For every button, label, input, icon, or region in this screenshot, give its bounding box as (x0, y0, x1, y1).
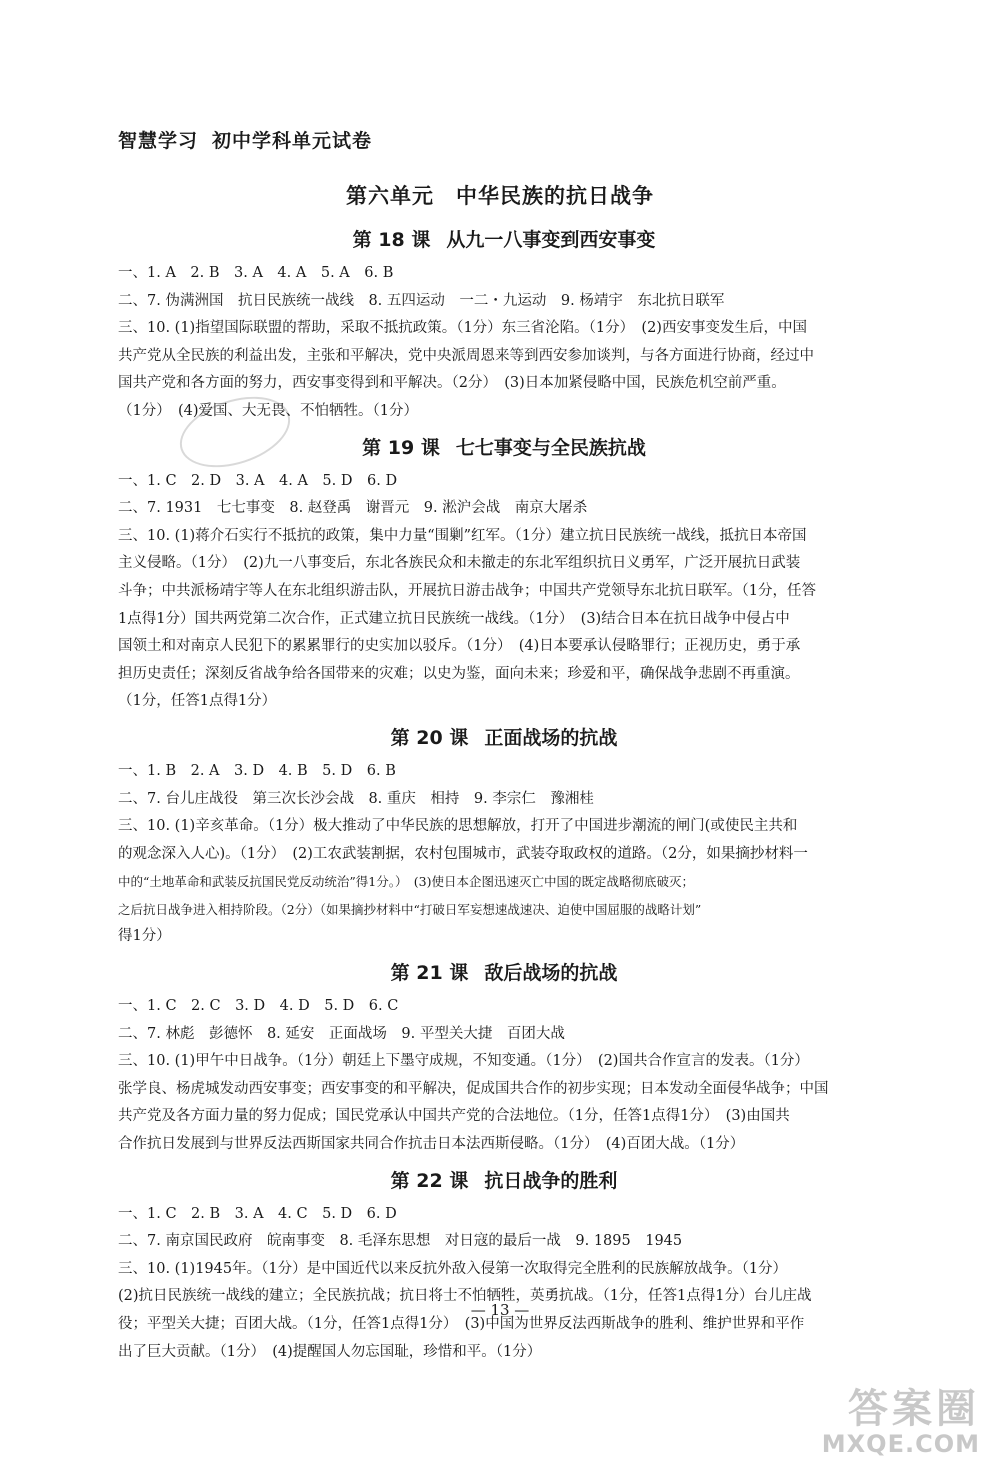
lesson-name: 抗日战争的胜利 (484, 1169, 618, 1192)
lesson-name: 敌后战场的抗战 (484, 962, 618, 985)
header-subtitle: 初中学科单元试卷 (212, 130, 373, 152)
answer-line: 主义侵略。（1分） (2)九一八事变后，东北各族民众和未撤走的东北军组织抗日义勇军，广泛开展抗日武装 (118, 555, 801, 572)
lesson-name: 正面战场的抗战 (484, 726, 618, 749)
answer-content (118, 226, 890, 1374)
answer-line: 中的“土地革命和武装反抗国民党反动统治”得1分。） (3)使日本企图迅速灭亡中国的既定战略彻底破灭； (118, 874, 694, 890)
answer-line: 张学良、杨虎城发动西安事变；西安事变的和平解决，促成国共合作的初步实现；日本发动全面侵华战争；中国 (118, 1080, 829, 1097)
lesson-number: 第 19 课 (362, 436, 440, 459)
lesson-title (118, 959, 890, 987)
watermark-text: 答案圈 (848, 1385, 980, 1432)
header-series: 智慧学习 (118, 130, 199, 152)
lesson-21 (118, 959, 890, 1159)
answer-line: 一、1. C 2. D 3. A 4. A 5. D 6. D (118, 472, 398, 489)
lesson-number: 第 18 课 (352, 229, 431, 251)
answer-line: 三、10. (1)指望国际联盟的帮助，采取不抵抗政策。（1分）东三省沦陷。（1分） (2)西安事变发生后，中国 (118, 320, 807, 337)
answer-line: 国领土和对南京人民犯下的累累罪行的史实加以驳斥。（1分） (4)日本要承认侵略罪行；正视历史，勇于承 (118, 638, 801, 655)
answer-line: 二、7. 台儿庄战役 第三次长沙会战 8. 重庆 相持 9. 李宗仁 豫湘桂 (118, 790, 594, 807)
watermark-url: MXQE.COM (821, 1429, 980, 1458)
answer-line: 合作抗日发展到与世界反法西斯国家共同合作抗击日本法西斯侵略。（1分） (4)百团大战。（1分） (118, 1136, 745, 1153)
answer-line: 之后抗日战争进入相持阶段。（2分）（如果摘抄材料中“打破日军妄想速战速决、迫使中国屈服的战略计划” (118, 901, 702, 917)
unit-title: 第六单元 中华民族的抗日战争 (346, 184, 654, 208)
lesson-title (118, 724, 890, 752)
lesson-19 (118, 434, 890, 716)
answer-line: 出了巨大贡献。（1分） (4)提醒国人勿忘国耻，珍惜和平。（1分） (118, 1343, 542, 1360)
lesson-number: 第 22 课 (390, 1169, 469, 1192)
answer-line: (2)抗日民族统一战线的建立；全民族抗战；抗日将士不怕牺牲，英勇抗战。（1分，任答1点得1分）台儿庄战 (118, 1288, 812, 1305)
answer-line: 二、7. 林彪 彭德怀 8. 延安 正面战场 9. 平型关大捷 百团大战 (118, 1025, 565, 1042)
answer-line: 的观念深入人心)。（1分） (2)工农武装割据，农村包围城市，武装夺取政权的道路。（2分，如果摘抄材料一 (118, 845, 808, 862)
answer-line: 共产党从全民族的利益出发，主张和平解决，党中央派周恩来等到西安参加谈判，与各方面进行协商，经过中 (118, 347, 814, 364)
answer-line: 二、7. 1931 七七事变 8. 赵登禹 谢晋元 9. 淞沪会战 南京大屠杀 (118, 500, 588, 517)
answer-line: 三、10. (1)1945年。（1分）是中国近代以来反抗外敌入侵第一次取得完全胜利的民族解放战争。（1分） (118, 1260, 788, 1277)
lesson-title (118, 1167, 890, 1195)
answer-line: 一、1. A 2. B 3. A 4. A 5. A 6. B (118, 265, 394, 281)
watermark-logo (822, 1387, 980, 1457)
answer-line: 国共产党和各方面的努力，西安事变得到和平解决。（2分） (3)日本加紧侵略中国，民族危机空前严重。 (118, 375, 786, 392)
lesson-name: 从九一八事变到西安事变 (446, 229, 656, 251)
answer-line: 得1分） (118, 928, 171, 945)
answer-line: 役；平型关大捷；百团大战。（1分，任答1点得1分） (3)中国为世界反法西斯战争的胜利、维护世界和平作 (118, 1316, 805, 1332)
answer-line: 一、1. C 2. B 3. A 4. C 5. D 6. D (118, 1205, 397, 1222)
answer-line: （1分） (4)爱国、大无畏、不怕牺牲。（1分） (118, 402, 418, 419)
book-header (118, 126, 372, 153)
lesson-name: 七七事变与全民族抗战 (455, 436, 646, 459)
answer-line: 一、1. C 2. C 3. D 4. D 5. D 6. C (118, 998, 399, 1015)
lesson-number: 第 21 课 (390, 962, 469, 985)
answer-line: 二、7. 南京国民政府 皖南事变 8. 毛泽东思想 对日寇的最后一战 9. 1895 1945 (118, 1233, 683, 1250)
lesson-22 (118, 1167, 890, 1367)
lesson-title (118, 434, 890, 462)
answer-line: 三、10. (1)蒋介石实行不抵抗的政策，集中力量“围剿”红军。（1分）建立抗日民族统一战线，抵抗日本帝国 (118, 527, 807, 544)
answer-line: 共产党及各方面力量的努力促成；国民党承认中国共产党的合法地位。（1分，任答1点得1分） (3)由国共 (118, 1108, 790, 1125)
answer-line: 1点得1分）国共两党第二次合作，正式建立抗日民族统一战线。（1分） (3)结合日本在抗日战争中侵占中 (118, 610, 790, 627)
lesson-number: 第 20 课 (390, 726, 469, 749)
answer-line: 三、10. (1)辛亥革命。（1分）极大推动了中华民族的思想解放，打开了中国进步潮流的闸门(或使民主共和 (118, 818, 798, 835)
lesson-20 (118, 724, 890, 951)
lesson-title (118, 226, 890, 254)
page-number: — 13 — (470, 1301, 530, 1319)
lesson-18 (118, 226, 890, 426)
answer-line: 斗争；中共派杨靖宇等人在东北组织游击队，开展抗日游击战争；中国共产党领导东北抗日联军。（1分，任答 (118, 582, 816, 599)
answer-line: 三、10. (1)甲午中日战争。（1分）朝廷上下墨守成规，不知变通。（1分） (2)国共合作宣言的发表。（1分） (118, 1053, 809, 1070)
answer-line: （1分，任答1点得1分） (118, 693, 277, 710)
answer-line: 担历史责任；深刻反省战争给各国带来的灾难；以史为鉴，面向未来；珍爱和平，确保战争悲剧不再重演。 (118, 665, 800, 682)
answer-line: 二、7. 伪满洲国 抗日民族统一战线 8. 五四运动 一二・九运动 9. 杨靖宇 东北抗日联军 (118, 292, 725, 309)
answer-line: 一、1. B 2. A 3. D 4. B 5. D 6. B (118, 762, 396, 779)
